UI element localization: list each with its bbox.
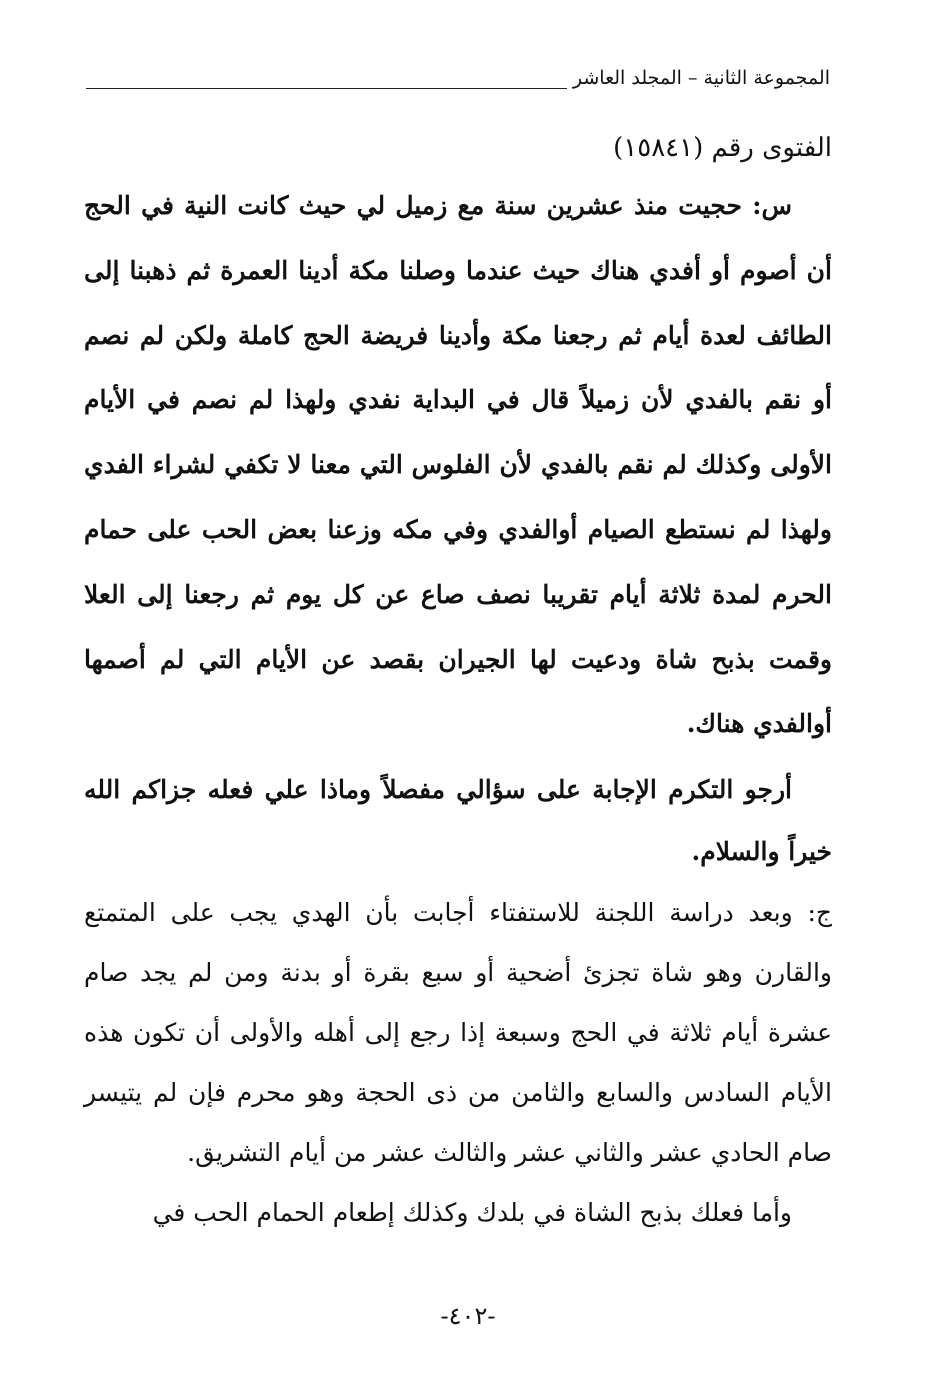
question-paragraph: س: حجيت منذ عشرين سنة مع زميل لي حيث كانت النية في الحج أن أصوم أو أفدي هناك حيث عندما وصلنا مكة أدينا العمرة ثم ذهبنا إلى الطائف لعدة أيام ثم رجعنا مكة وأدينا فريضة الحج كاملة ولكن لم نصم أو نقم بالفدي لأن زميلاً قال في البداية نفدي ولهذا لم نصم في الأيام الأولى وكذلك لم نقم بالفدي لأن الفلوس التي معنا لا تكفي لشراء الفدي ولهذا لم نستطع الصيام أوالفدي وفي مكه وزعنا بعض الحب على حمام الحرم لمدة ثلاثة أيام تقريبا نصف صاع عن كل يوم ثم رجعنا إلى العلا وقمت بذبح شاة ودعيت لها الجيران بقصد عن الأيام التي لم أصمها أوالفدي هناك. [84, 191, 832, 739]
running-title: المجموعة الثانية – المجلد العاشر [567, 66, 830, 90]
answer-paragraph: ج: وبعد دراسة اللجنة للاستفتاء أجابت بأن الهدي يجب على المتمتع والقارن وهو شاة تجزئ أضحية أو سبع بقرة أو بدنة ومن لم يجد صام عشرة أيام ثلاثة في الحج وسبعة إذا رجع إلى أهله والأولى أن تكون هذه الأيام السادس والسابع والثامن من ذى الحجة وهو محرم فإن لم يتيسر صام الحادي عشر والثاني عشر والثالث عشر من أيام التشريق. [84, 898, 832, 1168]
answer-continued-paragraph: وأما فعلك بذبح الشاة في بلدك وكذلك إطعام الحمام الحب في [152, 1198, 792, 1228]
running-header [86, 66, 830, 96]
question-closing-paragraph: أرجو التكرم الإجابة على سؤالي مفصلاً وماذا علي فعله جزاكم الله خيراً والسلام. [84, 775, 832, 867]
page-number: -٤٠٢- [440, 1302, 496, 1330]
fatwa-number: الفتوى رقم (١٥٨٤١) [613, 133, 832, 163]
fatwa-body [84, 128, 832, 1243]
